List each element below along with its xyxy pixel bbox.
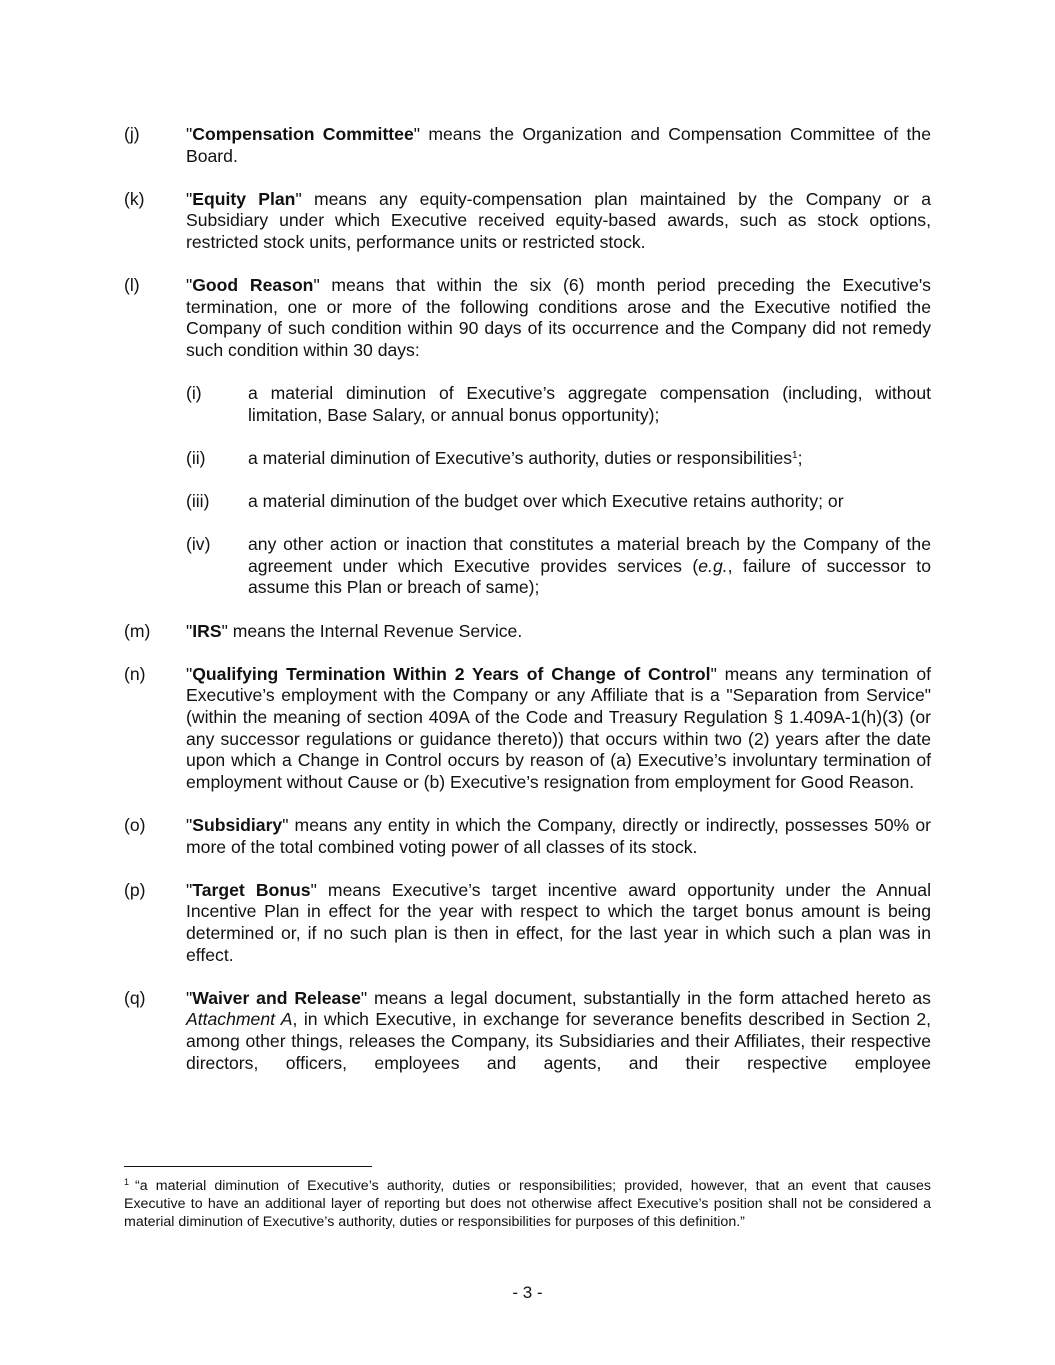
good-reason-item-iii [186,491,931,513]
definition-o [124,815,931,858]
sub-item-label: (iv) [186,534,211,555]
sub-item-label: (i) [186,383,202,404]
quote: " [186,987,193,1008]
item-label: (o) [124,815,146,835]
definition-text: " means any equity-compensation plan maintained by the Company or a Subsidiary under which Executive received equity-based awards, such as stock options, restricted stock units, performance units or restricted stock. [186,188,931,252]
sub-item-text: , failure of successor to assume this Plan or breach of same); [248,555,931,598]
definition-text: , in which Executive, in exchange for severance benefits described in Section 2, among other things, releases the Company, its Subsidiaries and their Affiliates, their respective directors, officers, employees and agents, and their respective employee [186,1009,931,1073]
document-body [124,124,931,1096]
footnote [124,1177,931,1231]
defined-term: Waiver and Release [192,987,361,1008]
defined-term: Compensation Committee [192,124,414,144]
quote: " [186,620,193,641]
good-reason-item-ii [186,448,931,470]
quote: " [186,124,193,144]
punctuation: ; [797,447,803,468]
italic-text: e.g. [698,555,728,576]
footnote-ref[interactable]: 1 [792,449,798,461]
definition-q [124,988,931,1074]
sub-item-text: a material diminution of the budget over which Executive retains authority; or [248,491,844,512]
definition-l [124,275,931,361]
page-number: - 3 - [512,1283,543,1302]
sub-item-label: (ii) [186,447,206,468]
definition-n [124,664,931,794]
quote: " [186,188,193,209]
defined-term: Qualifying Termination Within 2 Years of Change of Control [192,663,711,684]
good-reason-item-i [186,383,931,426]
sub-item-text: any other action or inaction that constitutes a material breach by the Company of the agreement under which Executive provides services ( [248,534,931,576]
item-label: (p) [124,879,146,900]
definition-m [124,621,931,643]
defined-term: Subsidiary [192,815,283,835]
definition-j [124,124,931,167]
definition-text: " means that within the six (6) month period preceding the Executive's termination, one or more of the following conditions arose and the Executive notified the Company of such condition within 90 days of its occurrence and the Company did not remedy such condition within 30 days: [186,275,931,360]
quote: " [186,663,193,684]
footnote-divider [124,1166,372,1167]
quote: " [186,815,193,835]
item-label: (m) [124,620,151,641]
item-label: (k) [124,188,145,209]
definition-text: " means Executive’s target incentive award opportunity under the Annual Incentive Plan in effect for the year with respect to which the target bonus amount is being determined or, if no such plan is then in effect, for the last year in which such a plan was in effect. [186,879,931,965]
defined-term: Target Bonus [192,879,311,900]
definition-text: " means a legal document, substantially in the form attached hereto as [360,987,931,1008]
quote: " [186,879,193,900]
defined-term: IRS [192,620,222,641]
good-reason-item-iv [186,534,931,599]
item-label: (l) [124,275,140,296]
footnote-text: “a material diminution of Executive’s authority, duties or responsibilities; provided, however, that an event that causes Executive to have an additional layer of reporting but does not otherwise affect Executive’s position shall not be considered a material diminution of Executive’s authority, duties or responsibilities for purposes of this definition.” [124,1178,931,1230]
definition-text: " means any termination of Executive’s employment with the Company or any Affiliate that is a "Separation from Service" (within the meaning of section 409A of the Code and Treasury Regulation § 1.409A-1(h)(3) (or any successor regulations or guidance thereto)) that occurs within two (2) years after the date upon which a Change in Control occurs by reason of (a) Executive’s involuntary termination of employment without Cause or (b) Executive’s resignation from employment for Good Reason. [186,663,931,792]
definition-text: " means the Organization and Compensation Committee of the Board. [186,124,931,166]
sub-item-label: (iii) [186,491,210,512]
definition-k [124,189,931,254]
definition-text: " means the Internal Revenue Service. [221,620,523,641]
defined-term: Equity Plan [192,188,296,209]
item-label: (j) [124,124,140,144]
italic-text: Attachment A [186,1009,293,1030]
footnote-number: 1 [124,1177,130,1187]
item-label: (n) [124,663,146,684]
definition-text: " means any entity in which the Company, directly or indirectly, possesses 50% or more of the total combined voting power of all classes of its stock. [186,815,931,857]
definition-p [124,880,931,966]
sub-item-text: a material diminution of Executive’s aggregate compensation (including, without limitation, Base Salary, or annual bonus opportunity); [248,383,931,425]
defined-term: Good Reason [192,275,314,296]
quote: " [186,275,193,296]
item-label: (q) [124,987,146,1008]
sub-item-text: a material diminution of Executive’s authority, duties or responsibilities [248,447,793,468]
